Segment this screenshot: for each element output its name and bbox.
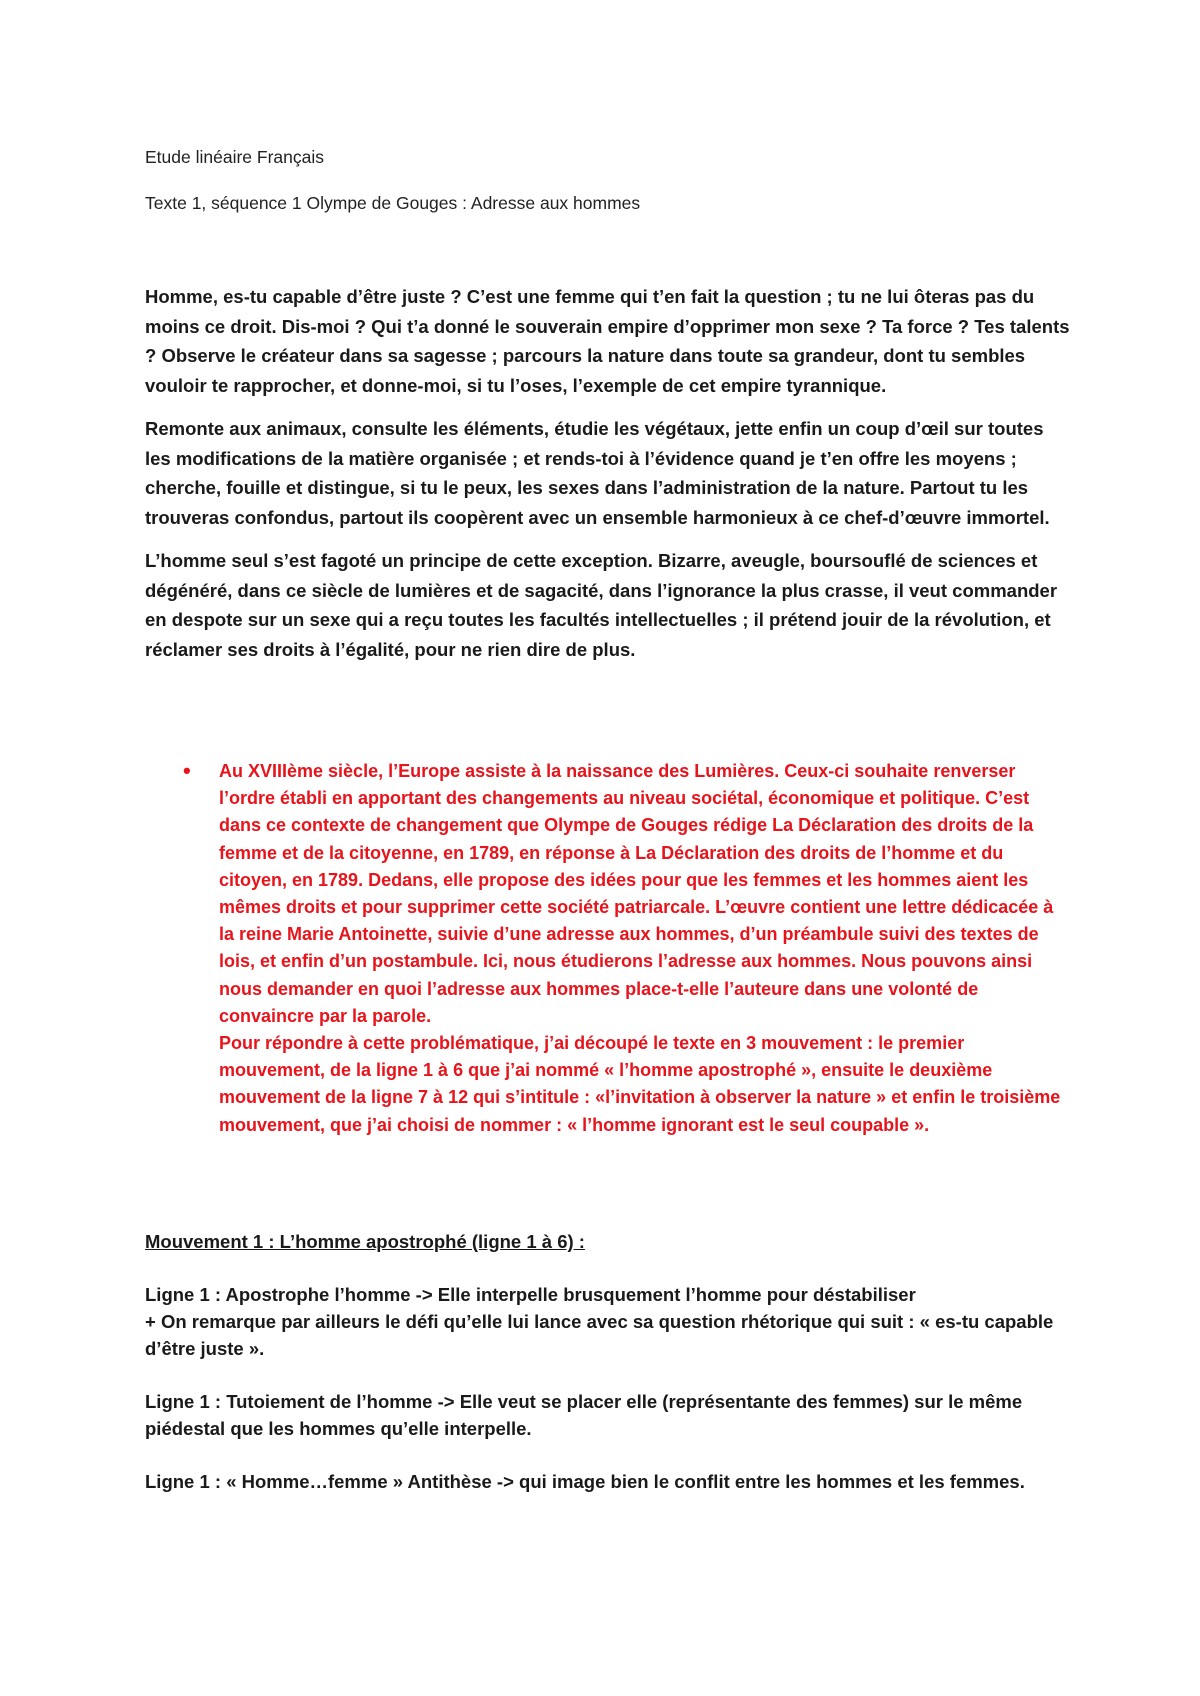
extract-paragraph-2: Remonte aux animaux, consulte les éléments, étudie les végétaux, jette enfin un coup d’œil sur toutes les modifications de la matière organisée ; et rends-toi à l’évidence quand je t’en offre les moyens ; cherche, fouille et distingue, si tu le peux, les sexes dans l’administration de la nature. Partout tu les trouveras confondus, partout ils coopèrent avec un ensemble harmonieux à ce chef-d’œuvre immortel. [145, 418, 1050, 528]
analysis-note-1-line-2: + On remarque par ailleurs le défi qu’elle lui lance avec sa question rhétorique qui suit : « es-tu capable d’être juste ». [145, 1311, 1054, 1359]
introduction-paragraph-2: Pour répondre à cette problématique, j’ai découpé le texte en 3 mouvement : le premier mouvement, de la ligne 1 à 6 que j’ai nommé « l’homme apostrophé », ensuite le deuxième mouvement de la ligne 7 à 12 qui s’intitule : «l’invitation à observer la nature » et enfin le troisième mouvement, que j’ai choisi de nommer : « l’homme ignorant est le seul coupable ». [219, 1033, 1061, 1135]
analysis-section [145, 1228, 1073, 1521]
introduction-bullet [183, 758, 1073, 1139]
movement-1-heading: Mouvement 1 : L’homme apostrophé (ligne 1 à 6) : [145, 1231, 585, 1252]
extract-paragraph-3: L’homme seul s’est fagoté un principe de cette exception. Bizarre, aveugle, boursouflé de sciences et dégénéré, dans ce siècle de lumières et de sagacité, dans l’ignorance la plus crasse, il veut commander en despote sur un sexe qui a reçu toutes les facultés intellectuelles ; il prétend jouir de la révolution, et réclamer ses droits à l’égalité, pour ne rien dire de plus. [145, 550, 1058, 660]
analysis-note-3: Ligne 1 : « Homme…femme » Antithèse -> qui image bien le conflit entre les hommes et les femmes. [145, 1471, 1025, 1492]
document-subtitle: Texte 1, séquence 1 Olympe de Gouges : Adresse aux hommes [145, 193, 641, 213]
introduction-body [219, 758, 1073, 1139]
document-title: Etude linéaire Français [145, 147, 324, 167]
bullet-dot-icon: • [183, 758, 191, 783]
introduction-paragraph-1: Au XVIIIème siècle, l’Europe assiste à la naissance des Lumières. Ceux-ci souhaite renverser l’ordre établi en apportant des changements au niveau sociétal, économique et politique. C’est dans ce contexte de changement que Olympe de Gouges rédige La Déclaration des droits de la femme et de la citoyenne, en 1789, en réponse à La Déclaration des droits de l’homme et du citoyen, en 1789. Dedans, elle propose des idées pour que les femmes et les hommes aient les mêmes droits et pour supprimer cette société patriarcale. L’œuvre contient une lettre dédicacée à la reine Marie Antoinette, suivie d’une adresse aux hommes, d’un préambule suivi des textes de lois, et enfin d’un postambule. Ici, nous étudierons l’adresse aux hommes. Nous pouvons ainsi nous demander en quoi l’adresse aux hommes place-t-elle l’auteure dans une volonté de convaincre par la parole. [219, 761, 1054, 1026]
extract-paragraph-1: Homme, es-tu capable d’être juste ? C’est une femme qui t’en fait la question ; tu ne lui ôteras pas du moins ce droit. Dis-moi ? Qui t’a donné le souverain empire d’opprimer mon sexe ? Ta force ? Tes talents ? Observe le créateur dans sa sagesse ; parcours la nature dans toute sa grandeur, dont tu sembles vouloir te rapprocher, et donne-moi, si tu l’oses, l’exemple de cet empire tyrannique. [145, 286, 1070, 396]
analysis-note-1-line-1: Ligne 1 : Apostrophe l’homme -> Elle interpelle brusquement l’homme pour déstabiliser [145, 1284, 916, 1305]
text-extract [145, 282, 1073, 678]
analysis-note-2: Ligne 1 : Tutoiement de l’homme -> Elle veut se placer elle (représentante des femmes) sur le même piédestal que les hommes qu’elle interpelle. [145, 1391, 1023, 1439]
